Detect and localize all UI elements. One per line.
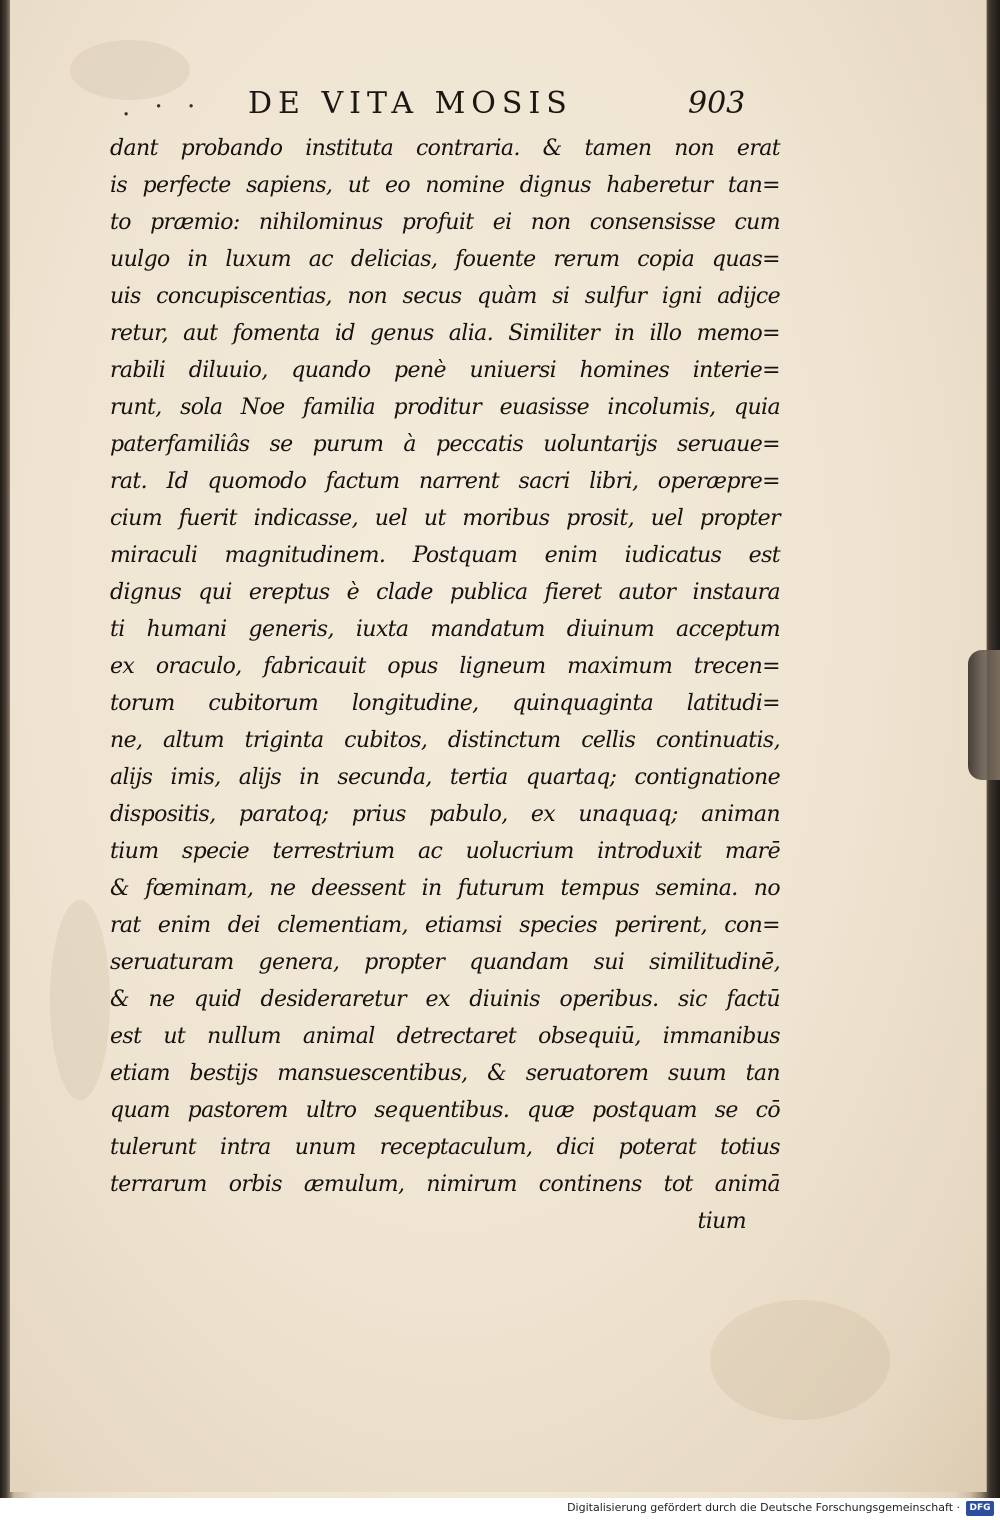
text-line: dant probando instituta contraria. & tamen non erat bbox=[110, 136, 780, 161]
text-line: miraculi magnitudinem. Postquam enim iudicatus est bbox=[110, 543, 780, 568]
text-line: rabili diluuio, quando penè uniuersi homines interie= bbox=[110, 358, 780, 383]
text-line: retur, aut fomenta id genus alia. Similiter in illo memo= bbox=[110, 321, 780, 346]
text-line: uis concupiscentias, non secus quàm si sulfur igni adijce bbox=[110, 284, 780, 309]
text-line: seruaturam genera, propter quandam sui similitudinē, bbox=[110, 950, 780, 975]
text-line: to præmio: nihilominus profuit ei non consensisse cum bbox=[110, 210, 780, 235]
text-line: is perfecte sapiens, ut eo nomine dignus haberetur tan= bbox=[110, 173, 780, 198]
header-ornament: . · · bbox=[122, 92, 204, 122]
text-line: est ut nullum animal detrectaret obsequiū, immanibus bbox=[110, 1024, 780, 1049]
footer-credit: Digitalisierung gefördert durch die Deutsche Forschungsgemeinschaft · bbox=[567, 1501, 960, 1514]
text-line: rat. Id quomodo factum narrent sacri libri, operæpre= bbox=[110, 469, 780, 494]
text-line: paterfamiliâs se purum à peccatis uoluntarijs seruaue= bbox=[110, 432, 780, 457]
dfg-logo: DFG bbox=[966, 1501, 994, 1516]
text-line: ex oraculo, fabricauit opus ligneum maximum trecen= bbox=[110, 654, 780, 679]
page-header bbox=[122, 84, 772, 126]
text-line: & fœminam, ne deessent in futurum tempus semina. no bbox=[110, 876, 780, 901]
text-line: tium specie terrestrium ac uolucrium introduxit marē bbox=[110, 839, 780, 864]
text-line: terrarum orbis æmulum, nimirum continens tot animā bbox=[110, 1172, 780, 1197]
digitization-footer bbox=[0, 1498, 1000, 1520]
text-line: etiam bestijs mansuescentibus, & seruatorem suum tan bbox=[110, 1061, 780, 1086]
text-line: runt, sola Noe familia proditur euasisse incolumis, quia bbox=[110, 395, 780, 420]
text-line: uulgo in luxum ac delicias, fouente rerum copia quas= bbox=[110, 247, 780, 272]
catchword: tium bbox=[697, 1209, 746, 1234]
text-line: ne, altum triginta cubitos, distinctum cellis continuatis, bbox=[110, 728, 780, 753]
body-text bbox=[110, 130, 780, 1240]
text-line: dispositis, paratoq; prius pabulo, ex unaquaq; animan bbox=[110, 802, 780, 827]
text-line: torum cubitorum longitudine, quinquaginta latitudi= bbox=[110, 691, 780, 716]
text-line: tulerunt intra unum receptaculum, dici poterat totius bbox=[110, 1135, 780, 1160]
text-line: dignus qui ereptus è clade publica fieret autor instaura bbox=[110, 580, 780, 605]
text-line: & ne quid desideraretur ex diuinis operibus. sic factū bbox=[110, 987, 780, 1012]
running-head: DE VITA MOSIS bbox=[248, 86, 573, 121]
text-line: rat enim dei clementiam, etiamsi species perirent, con= bbox=[110, 913, 780, 938]
page-edge-shadow bbox=[968, 650, 1000, 780]
page-number: 903 bbox=[688, 86, 746, 121]
text-line: quam pastorem ultro sequentibus. quæ postquam se cō bbox=[110, 1098, 780, 1123]
book-page bbox=[10, 0, 987, 1492]
text-line: cium fuerit indicasse, uel ut moribus prosit, uel propter bbox=[110, 506, 780, 531]
text-line: ti humani generis, iuxta mandatum diuinum acceptum bbox=[110, 617, 780, 642]
paper-stain bbox=[710, 1300, 890, 1420]
text-line: alijs imis, alijs in secunda, tertia quartaq; contignatione bbox=[110, 765, 780, 790]
paper-stain bbox=[50, 900, 110, 1100]
